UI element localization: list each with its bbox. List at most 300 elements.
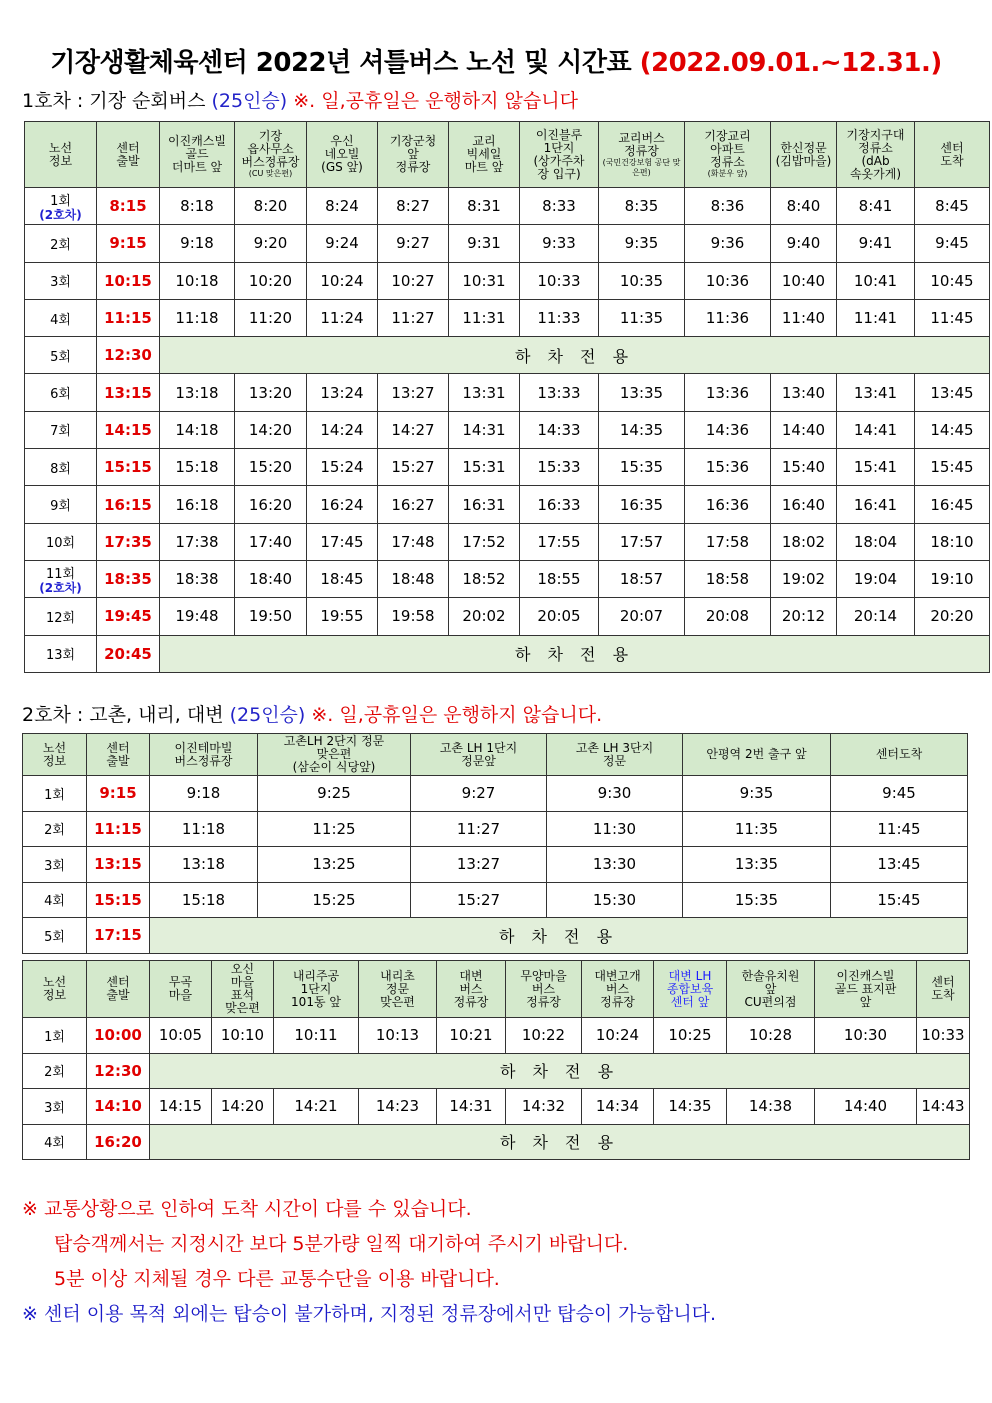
stop-time: 11:40 [771, 299, 837, 336]
column-header-line: 버스 [459, 981, 483, 996]
stop-time: 8:31 [449, 188, 520, 225]
stop-time: 20:05 [520, 598, 599, 635]
column-header-line: (김밥마을) [775, 153, 832, 168]
stop-time: 15:18 [150, 882, 258, 918]
stop-time: 14:45 [915, 411, 990, 448]
page-title [0, 42, 992, 79]
column-header-line: 버스정류장 [241, 155, 300, 169]
column-header [378, 122, 449, 188]
departure-time: 19:45 [97, 598, 160, 635]
column-header [917, 961, 970, 1018]
round-cell [25, 449, 97, 486]
stop-time: 15:41 [837, 449, 915, 486]
stop-time: 19:02 [771, 560, 837, 597]
title-period: (2022.09.01.~12.31.) [639, 48, 942, 78]
column-header-line: 정문앞 [461, 753, 496, 768]
column-header-line: 출발 [116, 153, 140, 168]
stop-time: 13:33 [520, 374, 599, 411]
stop-time: 9:45 [915, 225, 990, 262]
table-row [23, 811, 968, 847]
column-header-line: 앞 [859, 994, 872, 1009]
stop-time: 9:27 [411, 776, 547, 812]
departure-time: 14:10 [87, 1089, 150, 1125]
round-cell [25, 486, 97, 523]
stop-time: 11:36 [685, 299, 771, 336]
column-header [87, 734, 150, 776]
stop-time: 13:24 [307, 374, 378, 411]
stop-time: 14:34 [582, 1089, 654, 1125]
column-header-line: 정보 [42, 988, 67, 1002]
round-cell [23, 847, 87, 883]
departure-time: 14:15 [97, 411, 160, 448]
stop-time: 10:24 [582, 1018, 654, 1054]
stop-time: 11:35 [683, 811, 831, 847]
stop-time: 13:27 [411, 847, 547, 883]
round-cell [25, 374, 97, 411]
departure-time: 20:45 [97, 635, 160, 672]
column-header-line: 정류장 [600, 994, 635, 1009]
table-row [25, 374, 990, 411]
drop-off-only: 하 차 전 용 [150, 1124, 970, 1160]
departure-time: 13:15 [97, 374, 160, 411]
note-traffic: ※ 교통상황으로 인하여 도착 시간이 다를 수 있습니다. [22, 1198, 472, 1220]
stop-time: 19:04 [837, 560, 915, 597]
stop-time: 11:33 [520, 299, 599, 336]
table-row [25, 337, 990, 374]
stop-time: 9:18 [160, 225, 235, 262]
column-header-line: 오신 [230, 962, 255, 976]
stop-time: 15:24 [307, 449, 378, 486]
departure-time: 17:35 [97, 523, 160, 560]
column-header [258, 734, 411, 776]
stop-time: 15:40 [771, 449, 837, 486]
drop-off-only: 하 차 전 용 [160, 635, 990, 672]
departure-time: 9:15 [87, 776, 150, 812]
table-row [25, 188, 990, 225]
stop-time: 16:35 [599, 486, 685, 523]
stop-time: 13:20 [235, 374, 307, 411]
stop-time: 18:02 [771, 523, 837, 560]
round-sub-label: (2호차) [39, 208, 82, 223]
stop-time: 10:36 [685, 262, 771, 299]
round-label: 8회 [50, 461, 71, 477]
stop-time: 8:36 [685, 188, 771, 225]
column-header-line: (dAb [861, 153, 890, 168]
table-row [25, 299, 990, 336]
stop-time: 20:07 [599, 598, 685, 635]
stop-time: 17:38 [160, 523, 235, 560]
stop-time: 14:35 [654, 1089, 727, 1125]
column-header [520, 122, 599, 188]
round-label: 3회 [50, 275, 71, 291]
drop-off-only: 하 차 전 용 [150, 918, 968, 954]
stop-time: 20:14 [837, 598, 915, 635]
stop-time: 9:35 [683, 776, 831, 812]
stop-time: 11:18 [160, 299, 235, 336]
column-header-line: 도착 [940, 153, 964, 168]
column-header-line: 버스정류장 [174, 753, 233, 768]
stop-time: 19:10 [915, 560, 990, 597]
stop-time: 10:40 [771, 262, 837, 299]
round-cell [25, 635, 97, 672]
stop-time: 19:55 [307, 598, 378, 635]
column-header-line: (삼순이 식당앞) [292, 760, 376, 774]
column-header-line: 노선 [48, 140, 73, 155]
column-header-note: (화분우 앞) [707, 169, 748, 178]
stop-time: 18:58 [685, 560, 771, 597]
round-cell [23, 882, 87, 918]
stop-time: 14:18 [160, 411, 235, 448]
stop-time: 10:41 [837, 262, 915, 299]
column-header-line: (GS 앞) [321, 160, 363, 174]
column-header-line: 1단지 [300, 981, 332, 996]
table-row [25, 598, 990, 635]
round-label: 10회 [45, 536, 76, 552]
column-header-line: (상가주차 [533, 153, 585, 168]
round-cell [25, 523, 97, 560]
stop-time: 11:41 [837, 299, 915, 336]
table-row [23, 882, 968, 918]
stop-time: 14:24 [307, 411, 378, 448]
column-header-line: 정류소 [710, 155, 745, 169]
round-sub-label: (2호차) [39, 581, 82, 596]
stop-time: 14:32 [506, 1089, 582, 1125]
stop-time: 8:18 [160, 188, 235, 225]
round-label: 1회 [44, 787, 65, 803]
stop-time: 18:48 [378, 560, 449, 597]
table-row [25, 225, 990, 262]
stop-time: 20:08 [685, 598, 771, 635]
column-header-line: 출발 [106, 753, 130, 768]
column-header [212, 961, 274, 1018]
stop-time: 16:33 [520, 486, 599, 523]
table-row [25, 262, 990, 299]
stop-time: 15:33 [520, 449, 599, 486]
column-header [359, 961, 437, 1018]
stop-time: 10:22 [506, 1018, 582, 1054]
stop-time: 13:30 [547, 847, 683, 883]
column-header [97, 122, 160, 188]
stop-time: 9:33 [520, 225, 599, 262]
bus1-timetable [24, 121, 990, 673]
table-row [25, 560, 990, 597]
round-cell [23, 1018, 87, 1054]
column-header-line: 내리초 [380, 968, 415, 983]
round-label: 2회 [44, 1065, 65, 1081]
bus2-section-heading [22, 700, 602, 727]
table-row [23, 776, 968, 812]
stop-time: 14:23 [359, 1089, 437, 1125]
column-header-line: 정문 [385, 981, 410, 996]
stop-time: 18:04 [837, 523, 915, 560]
stop-time: 17:48 [378, 523, 449, 560]
stop-time: 10:05 [150, 1018, 212, 1054]
note-delay: 5분 이상 지체될 경우 다른 교통수단을 이용 바랍니다. [54, 1268, 500, 1290]
stop-time: 8:40 [771, 188, 837, 225]
stop-time: 10:33 [917, 1018, 970, 1054]
stop-time: 14:40 [815, 1089, 917, 1125]
column-header-line: 읍사무소 [247, 142, 294, 156]
column-header-line: 센터 [116, 140, 140, 155]
stop-time: 16:18 [160, 486, 235, 523]
column-header [727, 961, 815, 1018]
stop-time: 15:45 [915, 449, 990, 486]
stop-time: 8:33 [520, 188, 599, 225]
stop-time: 8:24 [307, 188, 378, 225]
stop-time: 16:45 [915, 486, 990, 523]
round-cell [25, 299, 97, 336]
column-header [160, 122, 235, 188]
table-row [23, 1089, 970, 1125]
column-header-line: 도착 [931, 988, 955, 1002]
round-cell [23, 811, 87, 847]
column-header [150, 961, 212, 1018]
column-header [837, 122, 915, 188]
departure-time: 17:15 [87, 918, 150, 954]
stop-time: 11:45 [915, 299, 990, 336]
round-label: 12회 [45, 610, 76, 626]
column-header-line: 대변고개 [594, 968, 641, 983]
departure-time: 18:35 [97, 560, 160, 597]
column-header-line: 표석 [230, 988, 255, 1002]
stop-time: 9:45 [831, 776, 968, 812]
round-label: 4회 [44, 894, 65, 910]
stop-time: 18:10 [915, 523, 990, 560]
column-header [25, 122, 97, 188]
column-header-line: 고촌 LH 3단지 [575, 740, 654, 755]
table-row [25, 449, 990, 486]
round-label: 3회 [44, 1100, 65, 1116]
column-header-line: 더마트 앞 [171, 160, 223, 174]
stop-time: 17:45 [307, 523, 378, 560]
bus1-section-heading [22, 86, 578, 113]
table-row [25, 635, 990, 672]
column-header [831, 734, 968, 776]
stop-time: 15:35 [683, 882, 831, 918]
column-header [437, 961, 506, 1018]
column-header-line: 한솔유치원 [741, 968, 800, 983]
column-header-line: 마트 앞 [464, 160, 504, 174]
stop-time: 10:31 [449, 262, 520, 299]
stop-time: 16:31 [449, 486, 520, 523]
column-header [87, 961, 150, 1018]
stop-time: 16:36 [685, 486, 771, 523]
stop-time: 17:52 [449, 523, 520, 560]
stop-time: 20:12 [771, 598, 837, 635]
stop-time: 10:21 [437, 1018, 506, 1054]
column-header-line: 골드 [185, 147, 209, 161]
stop-time: 15:31 [449, 449, 520, 486]
stop-time: 10:25 [654, 1018, 727, 1054]
stop-time: 11:27 [378, 299, 449, 336]
round-label: 1회 [44, 1029, 65, 1045]
departure-time: 16:15 [97, 486, 160, 523]
stop-time: 13:41 [837, 374, 915, 411]
round-cell [23, 1089, 87, 1125]
stop-time: 11:27 [411, 811, 547, 847]
column-header-line: 센터 [106, 975, 130, 989]
round-cell [25, 411, 97, 448]
stop-time: 14:36 [685, 411, 771, 448]
column-header-note: (국민건강보험 공단 맞은편) [602, 157, 681, 177]
stop-time: 13:36 [685, 374, 771, 411]
stop-time: 13:18 [160, 374, 235, 411]
stop-time: 14:38 [727, 1089, 815, 1125]
stop-time: 11:35 [599, 299, 685, 336]
column-header-line: 무양마을 [520, 968, 567, 983]
bus2-notice: ※. 일,공휴일은 운행하지 않습니다. [305, 704, 603, 726]
round-cell [25, 560, 97, 597]
column-header-line: 마을 [168, 988, 193, 1002]
stop-time: 9:36 [685, 225, 771, 262]
column-header-line: 정류장 [526, 994, 561, 1009]
column-header-line: 1단지 [543, 140, 575, 155]
column-header [235, 122, 307, 188]
round-label: 4회 [50, 312, 71, 328]
stop-time: 15:25 [258, 882, 411, 918]
column-header-line: 맞은편 [380, 994, 415, 1009]
stop-time: 11:20 [235, 299, 307, 336]
stop-time: 19:48 [160, 598, 235, 635]
column-header-line: 센터 [940, 140, 964, 155]
column-header-line: 기장교리 [704, 129, 751, 143]
round-label: 2회 [50, 237, 71, 253]
column-header-line: 정류장 [453, 994, 489, 1009]
stop-time: 18:55 [520, 560, 599, 597]
departure-time: 9:15 [97, 225, 160, 262]
stop-time: 14:35 [599, 411, 685, 448]
departure-time: 15:15 [87, 882, 150, 918]
column-header [449, 122, 520, 188]
round-label: 1회 [50, 194, 71, 210]
round-cell [25, 225, 97, 262]
stop-time: 15:18 [160, 449, 235, 486]
column-header-line: 101동 앞 [291, 994, 341, 1009]
column-header [654, 961, 727, 1018]
column-header [506, 961, 582, 1018]
stop-time: 14:27 [378, 411, 449, 448]
round-cell [25, 598, 97, 635]
column-header-line: 센터 [931, 975, 955, 989]
column-header-line: 무곡 [168, 975, 193, 989]
stop-time: 15:45 [831, 882, 968, 918]
column-header-line: 정류장 [395, 160, 431, 174]
stop-time: 13:40 [771, 374, 837, 411]
column-header-line: 내리주공 [292, 968, 340, 983]
departure-time: 15:15 [97, 449, 160, 486]
round-cell [25, 262, 97, 299]
round-label: 9회 [50, 499, 71, 515]
stop-time: 17:57 [599, 523, 685, 560]
stop-time: 19:50 [235, 598, 307, 635]
stop-time: 18:52 [449, 560, 520, 597]
round-label: 5회 [44, 929, 65, 945]
stop-time: 11:24 [307, 299, 378, 336]
column-header [915, 122, 990, 188]
round-cell [23, 776, 87, 812]
stop-time: 16:20 [235, 486, 307, 523]
stop-time: 11:45 [831, 811, 968, 847]
column-header-line: 교리 [472, 134, 496, 148]
column-header-line: 정보 [48, 153, 73, 168]
column-header-line: 대변 LH [668, 968, 712, 983]
departure-time: 16:20 [87, 1124, 150, 1160]
bus2-section-prefix: 2호차 : 고촌, 내리, 대변 [22, 704, 230, 726]
notes [22, 1192, 716, 1332]
stop-time: 13:45 [831, 847, 968, 883]
departure-time: 11:15 [97, 299, 160, 336]
table-row [23, 1053, 970, 1089]
bus1-notice: ※. 일,공휴일은 운행하지 않습니다 [287, 90, 578, 112]
stop-time: 14:21 [274, 1089, 359, 1125]
stop-time: 13:27 [378, 374, 449, 411]
column-header-line: CU편의점 [744, 994, 797, 1009]
drop-off-only: 하 차 전 용 [160, 337, 990, 374]
column-header [683, 734, 831, 776]
stop-time: 10:13 [359, 1018, 437, 1054]
stop-time: 20:02 [449, 598, 520, 635]
stop-time: 18:57 [599, 560, 685, 597]
title-main: 기장생활체육센터 2022년 셔틀버스 노선 및 시간표 [50, 48, 632, 78]
column-header-line: 정보 [42, 753, 67, 768]
stop-time: 16:41 [837, 486, 915, 523]
table-row [23, 1124, 970, 1160]
column-header-line: 속옷가게) [849, 166, 902, 181]
round-label: 6회 [50, 387, 71, 403]
bus1-capacity: (25인승) [211, 90, 288, 112]
column-header-line: 센터도착 [875, 747, 923, 761]
stop-time: 9:25 [258, 776, 411, 812]
stop-time: 10:33 [520, 262, 599, 299]
column-header-line: 골드 표지판 [834, 981, 897, 996]
departure-time: 13:15 [87, 847, 150, 883]
stop-time: 11:30 [547, 811, 683, 847]
departure-time: 10:00 [87, 1018, 150, 1054]
stop-time: 11:18 [150, 811, 258, 847]
column-header-line: 센터 앞 [670, 994, 710, 1009]
stop-time: 16:27 [378, 486, 449, 523]
stop-time: 10:30 [815, 1018, 917, 1054]
column-header-line: 네오빌 [324, 147, 360, 161]
column-header [150, 734, 258, 776]
stop-time: 8:35 [599, 188, 685, 225]
column-header [23, 734, 87, 776]
departure-time: 12:30 [97, 337, 160, 374]
stop-time: 14:20 [235, 411, 307, 448]
column-header-line: 장 입구) [537, 166, 581, 181]
bus2-timetable-a [22, 733, 968, 954]
round-cell [23, 918, 87, 954]
departure-time: 8:15 [97, 188, 160, 225]
stop-time: 17:55 [520, 523, 599, 560]
column-header-line: 기장지구대 [846, 127, 905, 142]
column-header-line: 우신 [330, 134, 354, 148]
stop-time: 9:35 [599, 225, 685, 262]
table-row [23, 918, 968, 954]
column-header [815, 961, 917, 1018]
stop-time: 9:18 [150, 776, 258, 812]
drop-off-only: 하 차 전 용 [150, 1053, 970, 1089]
column-header [411, 734, 547, 776]
column-header [685, 122, 771, 188]
table-row [23, 1018, 970, 1054]
round-label: 13회 [45, 648, 76, 664]
column-header [599, 122, 685, 188]
round-cell [23, 1053, 87, 1089]
stop-time: 14:33 [520, 411, 599, 448]
round-label: 4회 [44, 1136, 65, 1152]
stop-time: 19:58 [378, 598, 449, 635]
